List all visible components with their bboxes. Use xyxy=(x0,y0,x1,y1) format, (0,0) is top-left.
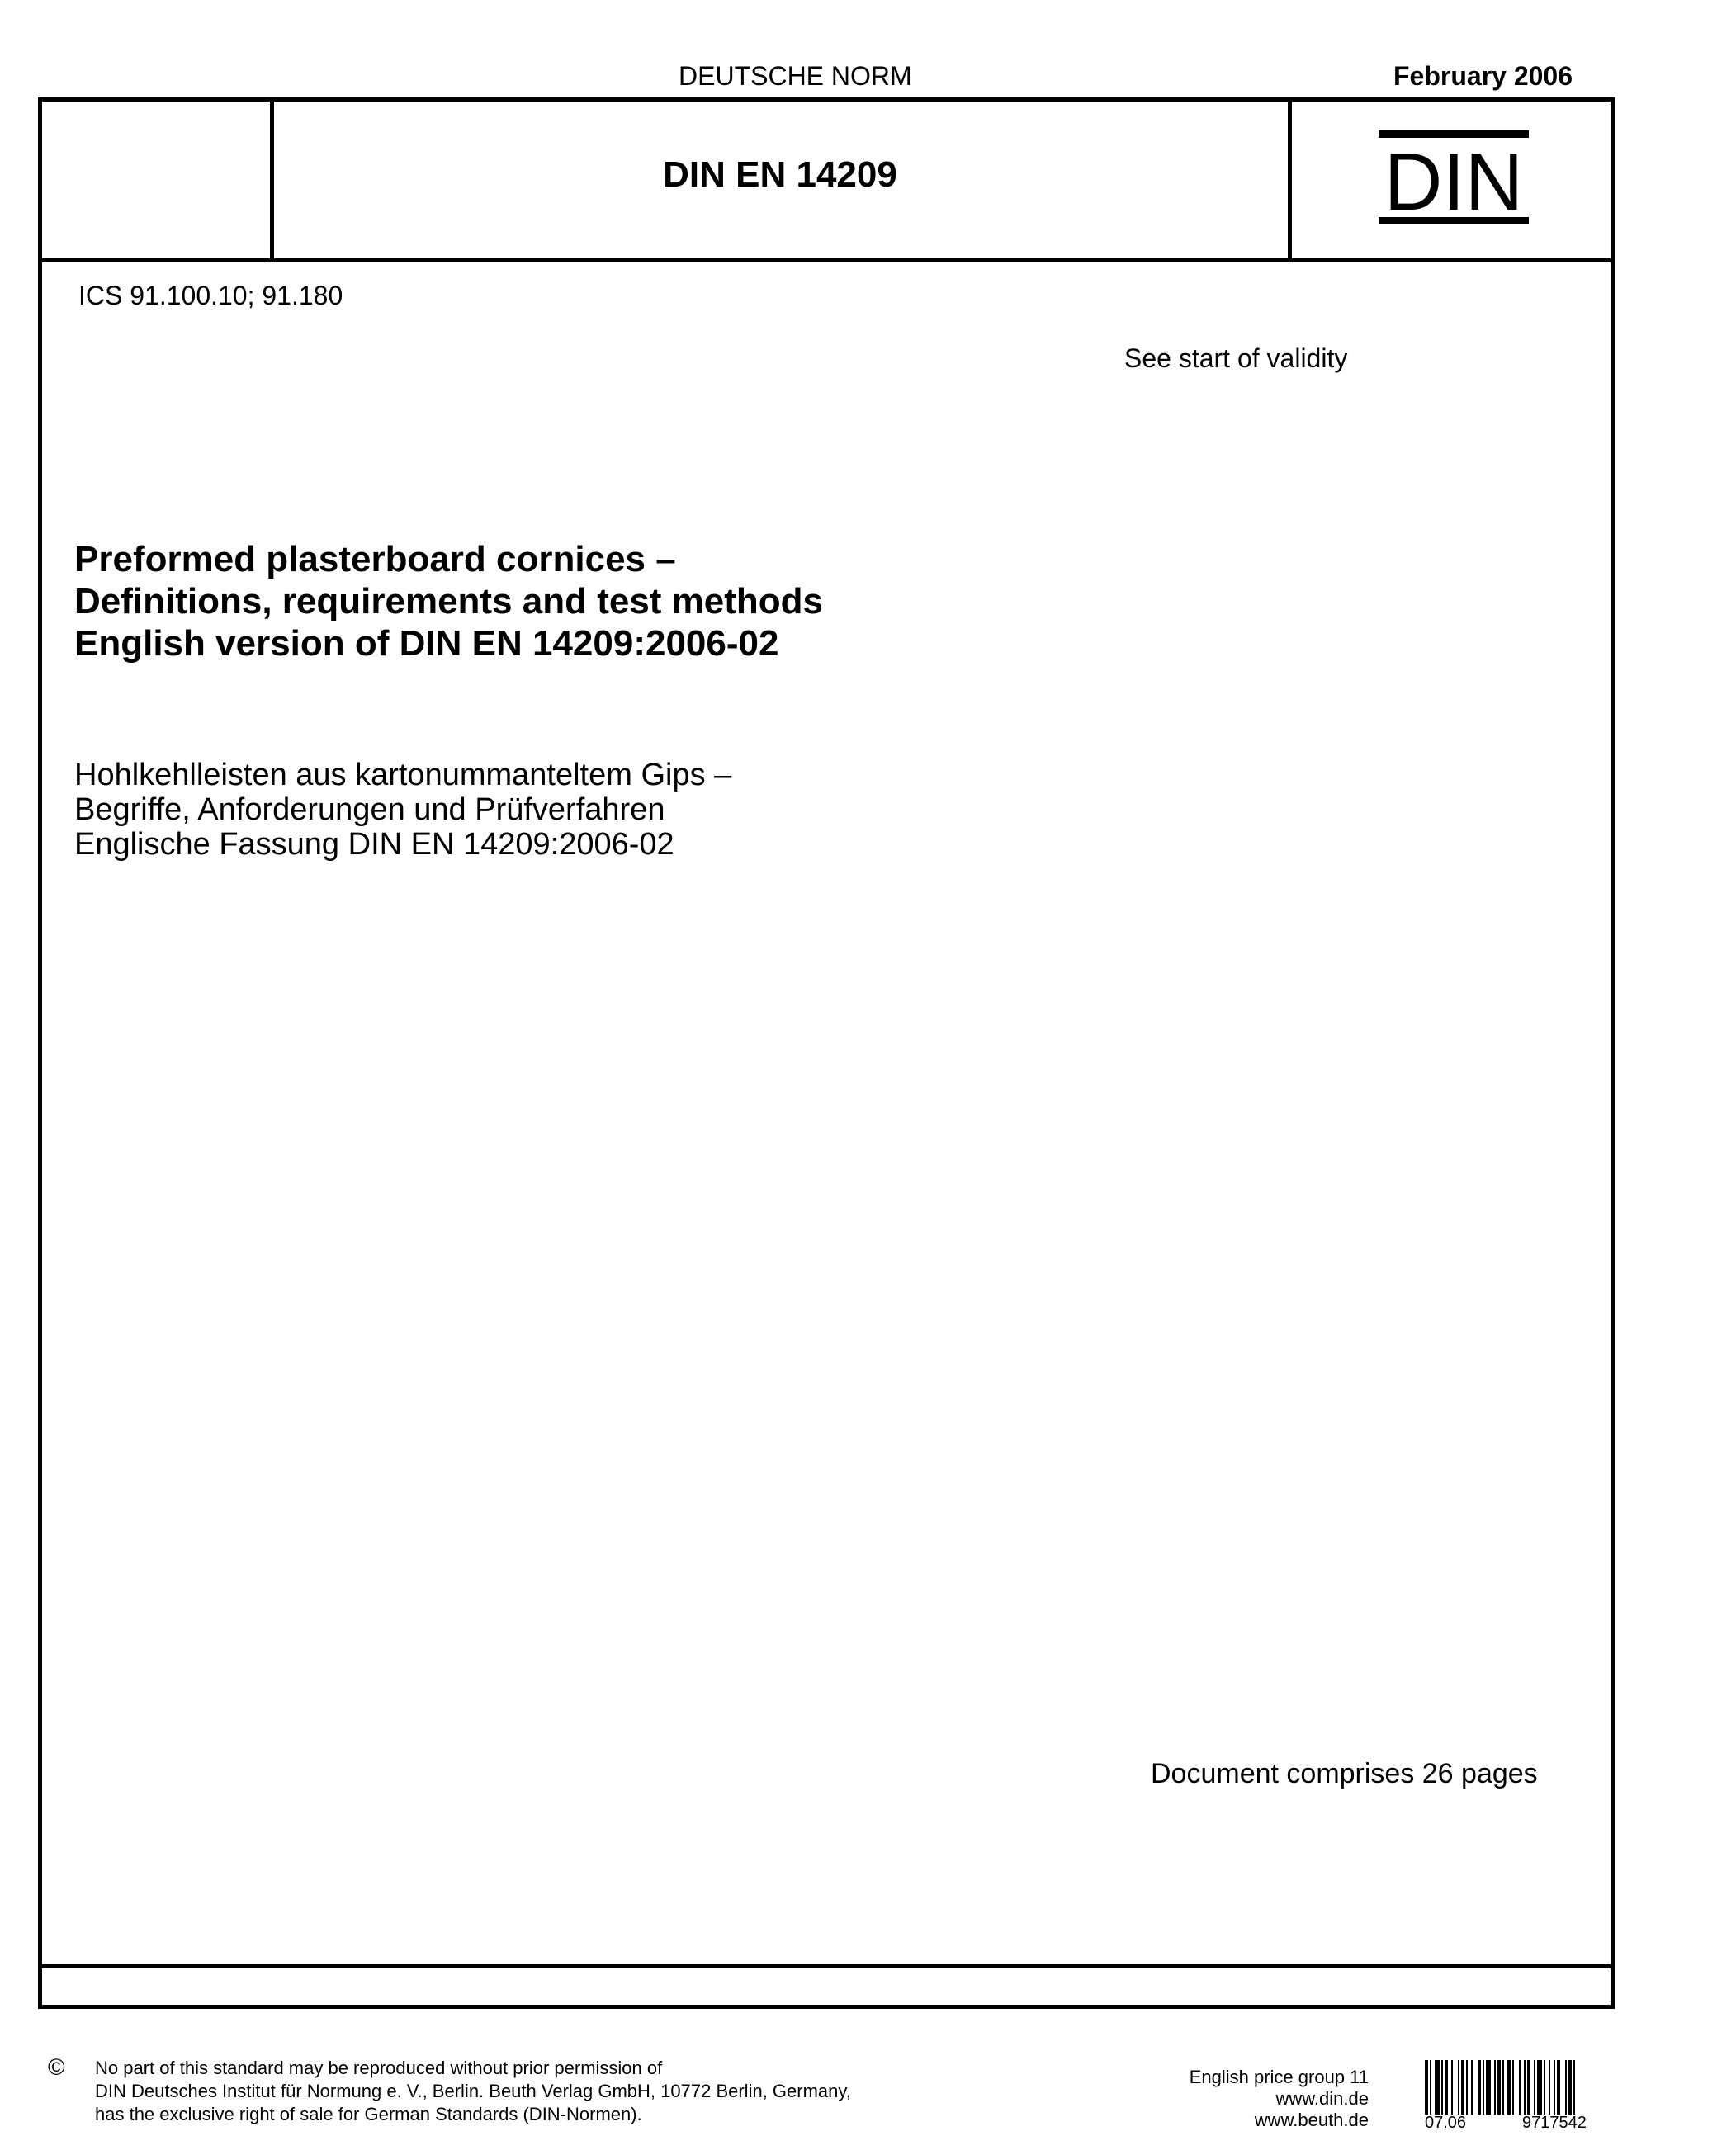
footer-divider xyxy=(38,1964,1615,1968)
norm-label: DEUTSCHE NORM xyxy=(679,61,912,91)
barcode-bar xyxy=(1554,2060,1555,2115)
page-count: Document comprises 26 pages xyxy=(1151,1758,1538,1789)
barcode-bar xyxy=(1527,2060,1530,2115)
website-beuth: www.beuth.de xyxy=(1254,2110,1369,2130)
barcode-bar xyxy=(1430,2060,1431,2115)
price-group: English price group 11 xyxy=(1189,2067,1369,2087)
english-title-line-3: English version of DIN EN 14209:2006-02 xyxy=(74,623,779,664)
page-frame xyxy=(38,97,1615,2009)
barcode-bar xyxy=(1494,2060,1496,2115)
header-divider-right xyxy=(1288,97,1292,262)
barcode-bar xyxy=(1478,2060,1481,2115)
ics-code: ICS 91.100.10; 91.180 xyxy=(78,281,343,310)
validity-note: See start of validity xyxy=(1124,343,1348,373)
barcode-bar xyxy=(1557,2060,1560,2115)
barcode-bar xyxy=(1544,2060,1545,2115)
barcode-number: 9717542 xyxy=(1522,2114,1587,2132)
barcode-bar xyxy=(1471,2060,1473,2115)
barcode-bar xyxy=(1435,2060,1440,2115)
english-title-line-2: Definitions, requirements and test methods xyxy=(74,581,824,621)
document-number: DIN EN 14209 xyxy=(663,154,897,195)
barcode-bar xyxy=(1441,2060,1443,2115)
copyright-notice xyxy=(95,2057,851,2126)
german-title-line-2: Begriffe, Anforderungen und Prüfverfahren xyxy=(74,792,665,827)
copyright-symbol: © xyxy=(48,2054,65,2080)
barcode-bar xyxy=(1425,2060,1428,2115)
barcode-bar xyxy=(1519,2060,1521,2115)
barcode-bar xyxy=(1537,2060,1542,2115)
english-title xyxy=(74,538,823,664)
barcode-bar xyxy=(1565,2060,1567,2115)
barcode-bar xyxy=(1466,2060,1468,2115)
barcode-bar xyxy=(1534,2060,1535,2115)
website-din: www.din.de xyxy=(1275,2088,1369,2109)
price-info xyxy=(1098,2067,1369,2131)
barcode-bar xyxy=(1573,2060,1575,2115)
copyright-line-3: has the exclusive right of sale for German Standards (DIN-Normen). xyxy=(95,2104,642,2124)
barcode-bar xyxy=(1483,2060,1484,2115)
barcode-bar xyxy=(1461,2060,1464,2115)
barcode-bar xyxy=(1507,2060,1511,2115)
barcode-bar xyxy=(1458,2060,1459,2115)
english-title-line-1: Preformed plasterboard cornices – xyxy=(74,539,676,579)
din-logo-text: DIN xyxy=(1384,136,1524,224)
copyright-line-2: DIN Deutsches Institut für Normung e. V., Berlin. Beuth Verlag GmbH, 10772 Berlin, Germany, xyxy=(95,2081,851,2101)
barcode-bar xyxy=(1524,2060,1526,2115)
barcode-bar xyxy=(1497,2060,1501,2115)
publication-date: February 2006 xyxy=(1393,61,1573,91)
copyright-line-1: No part of this standard may be reproduced without prior permission of xyxy=(95,2058,663,2078)
german-title-line-3: Englische Fassung DIN EN 14209:2006-02 xyxy=(74,827,674,862)
german-title xyxy=(74,758,731,862)
barcode-date: 07.06 xyxy=(1425,2114,1467,2132)
din-logo xyxy=(1379,130,1529,224)
barcode-bar xyxy=(1502,2060,1504,2115)
barcode-bar xyxy=(1486,2060,1491,2115)
barcode-bar xyxy=(1451,2060,1453,2115)
barcode-bar xyxy=(1549,2060,1550,2115)
barcode xyxy=(1425,2060,1616,2115)
german-title-line-1: Hohlkehlleisten aus kartonummanteltem Gips – xyxy=(74,758,732,792)
barcode-bar xyxy=(1512,2060,1514,2115)
barcode-bar xyxy=(1445,2060,1448,2115)
barcode-bar xyxy=(1568,2060,1572,2115)
